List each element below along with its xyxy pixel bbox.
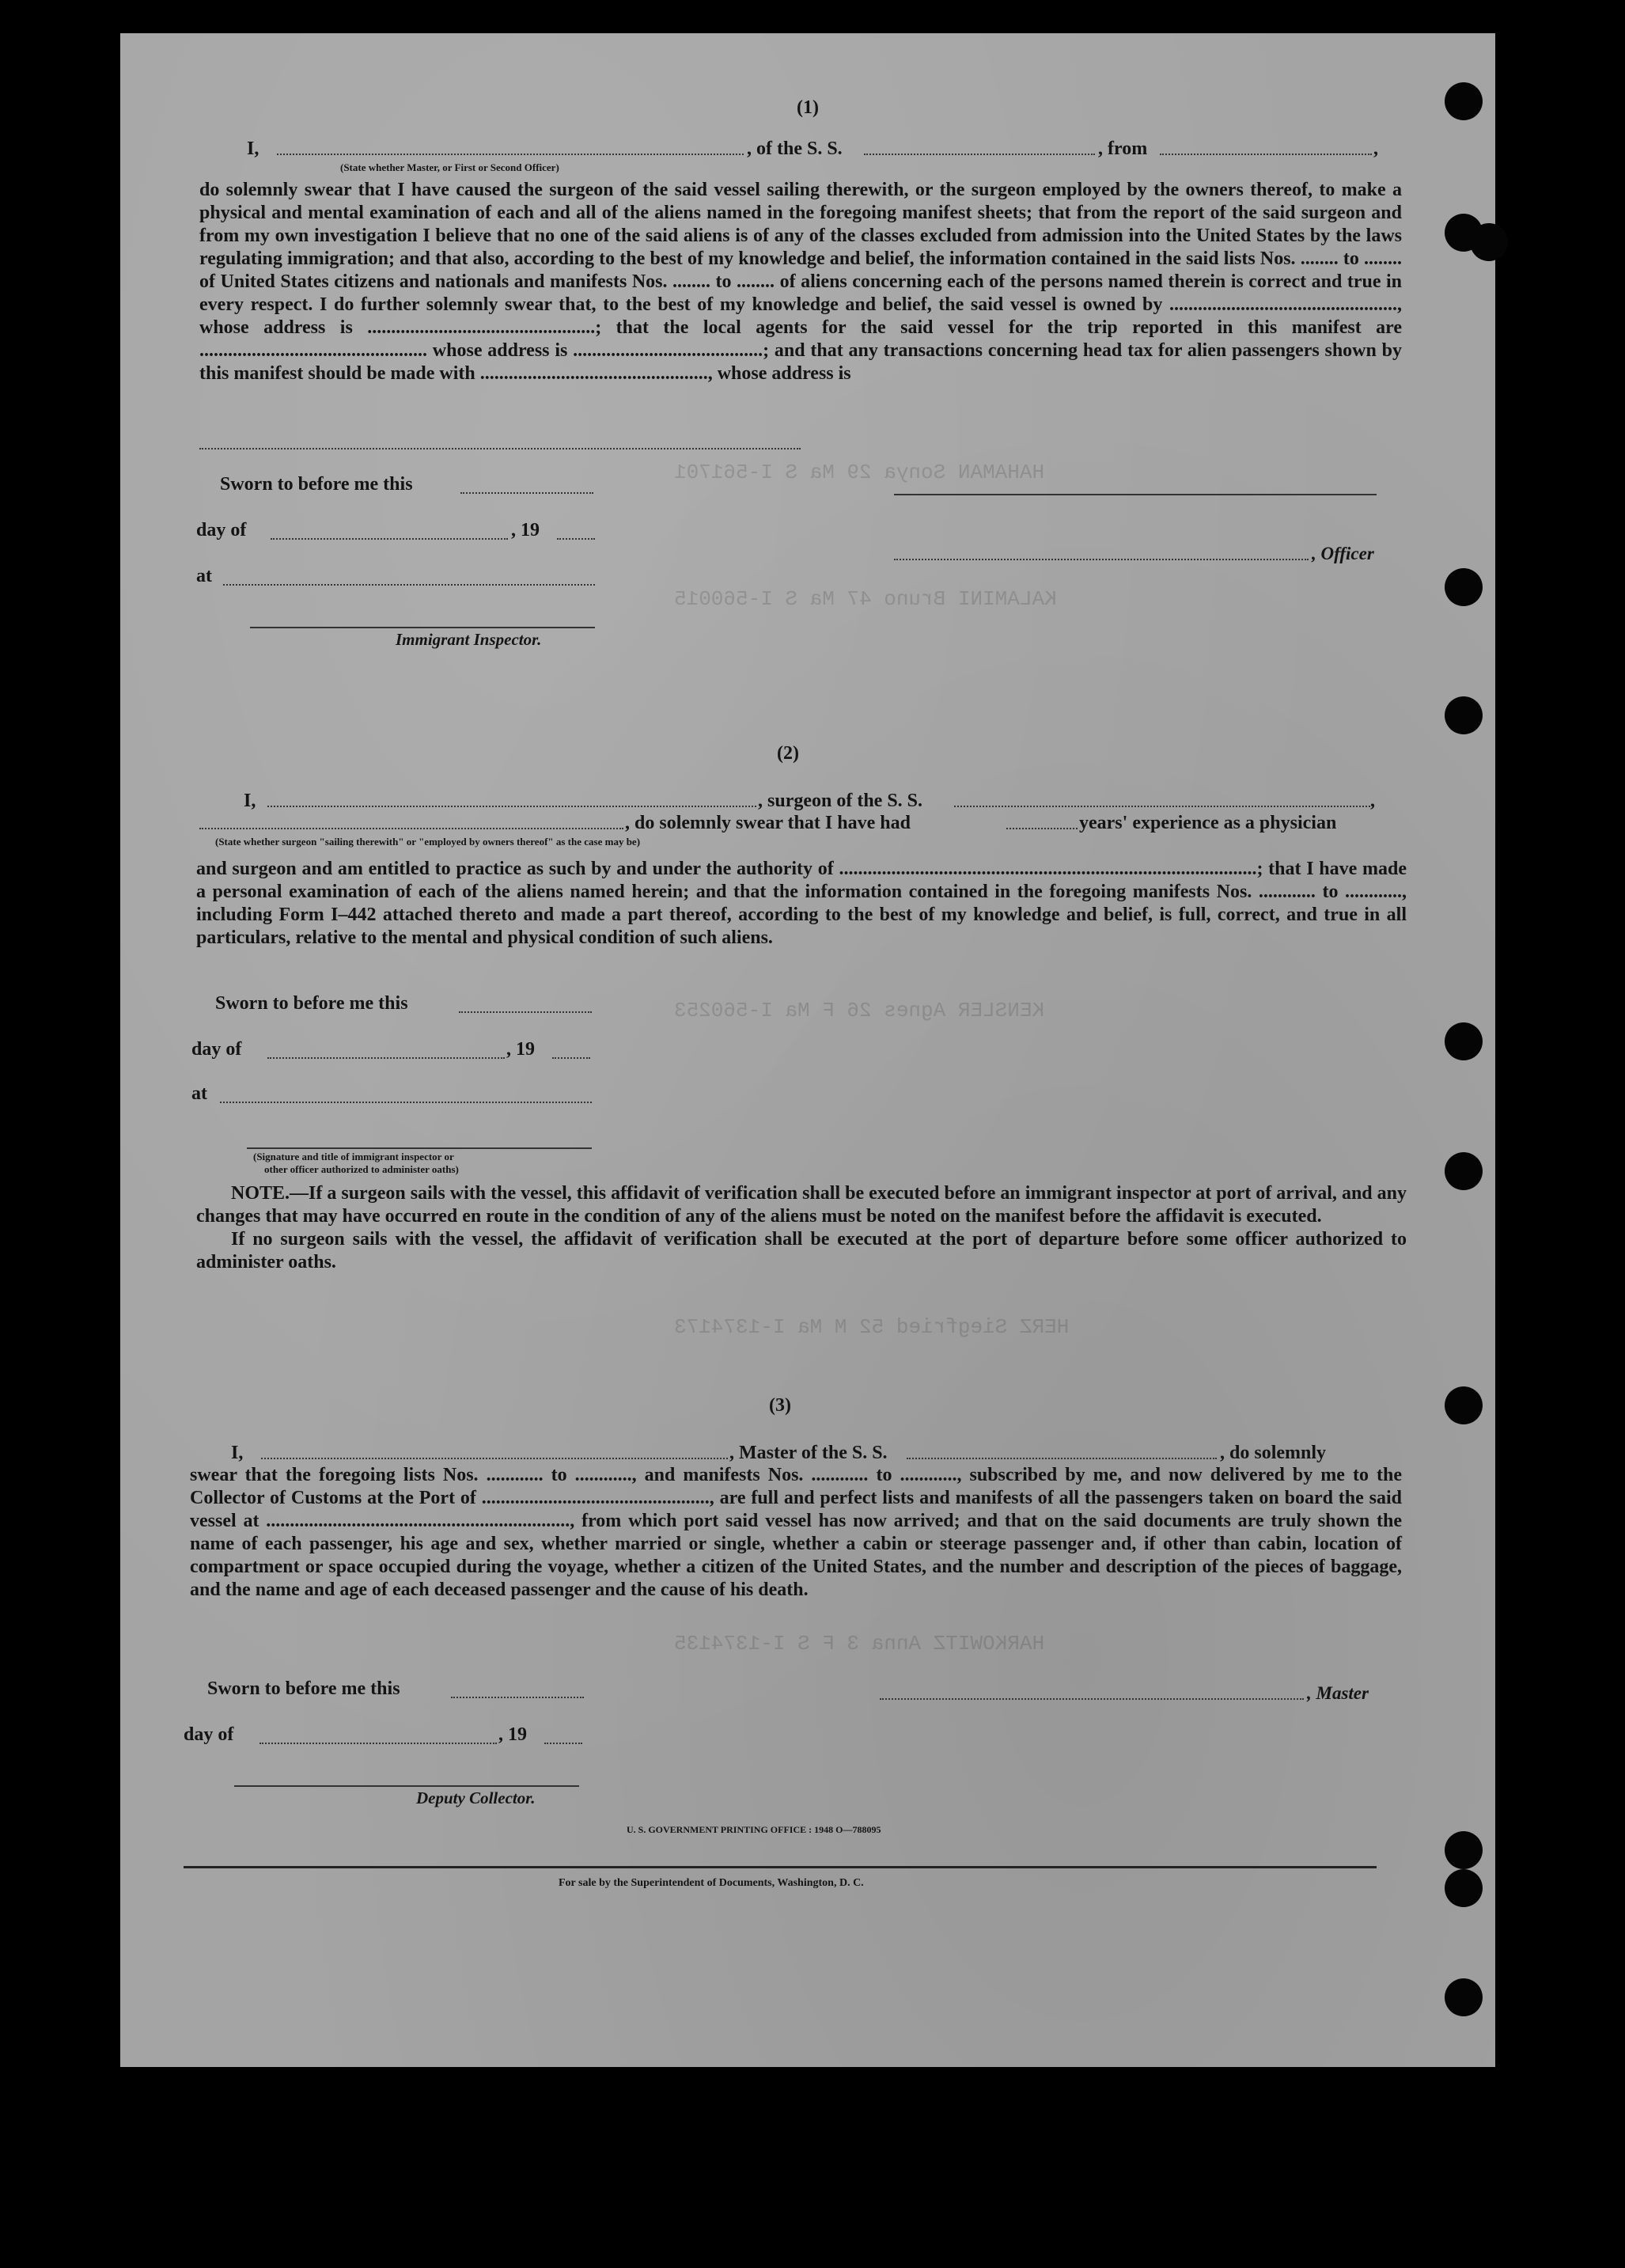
from-port-field[interactable] bbox=[1160, 154, 1372, 155]
section-1-sworn: Sworn to before me this bbox=[220, 474, 413, 495]
years-field[interactable] bbox=[1006, 828, 1078, 829]
section-2-sworn-field[interactable] bbox=[459, 1011, 592, 1013]
section-3-oath-text: swear that the foregoing lists Nos. ............ to ............, and manifests Nos. ............ to ............, subscribed by me, and now delivered by me to the Collector of Customs at the Port of ................................................, are full and perfect lists and manifests of all the passengers taken on board the said vessel at ................................................................, from which port said vessel has now arrived; and that on the said documents are truly shown the name of each passenger, his age and sex, whether married or single, whether a cabin or steerage passenger and, if other than cabin, location of compartment or space occupied during the voyage, whether a citizen of the United States, and the number and description of the pieces of baggage, and the name and age of each deceased passenger and the cause of his death. bbox=[190, 1465, 1402, 1600]
officer-line-1 bbox=[894, 494, 1377, 495]
section-1-year-field[interactable] bbox=[557, 538, 595, 540]
section-2-day-of: day of bbox=[191, 1039, 242, 1060]
section-2-at: at bbox=[191, 1083, 207, 1104]
section-2-at-field[interactable] bbox=[220, 1102, 592, 1103]
section-1-oath-paragraph bbox=[199, 179, 1402, 385]
footer-rule bbox=[184, 1866, 1377, 1868]
section-1-day-field[interactable] bbox=[271, 538, 508, 540]
section-3-sworn-field[interactable] bbox=[451, 1697, 584, 1698]
master-signature-field[interactable] bbox=[880, 1698, 1304, 1700]
sale-notice: For sale by the Superintendent of Documents, Washington, D. C. bbox=[559, 1877, 864, 1889]
punch-hole bbox=[1445, 1152, 1483, 1190]
section-1-number: (1) bbox=[797, 97, 819, 118]
signature-caption-1: (Signature and title of immigrant inspector or bbox=[253, 1151, 454, 1162]
section-1-year: , 19 bbox=[511, 520, 540, 540]
punch-hole bbox=[1445, 1386, 1483, 1424]
immigrant-inspector-label: Immigrant Inspector. bbox=[396, 630, 542, 649]
section-2-year-field[interactable] bbox=[552, 1057, 590, 1059]
section-1-oath-text: do solemnly swear that I have caused the surgeon of the said vessel sailing therewith, or the surgeon employed by the owners thereof, to make a physical and mental examination of each and all of the aliens named in the foregoing manifest sheets; that from the report of the said surgeon and from my own investigation I believe that no one of the said aliens is of any of the classes excluded from admission into the United States by the laws regulating immigration; and that also, according to the best of my knowledge and belief, the information contained in the said lists Nos. ........ to ........ of United States citizens and nationals and manifests Nos. ........ to ........ of aliens concerning each of the persons named therein is correct and true in every respect. I do further solemnly swear that, to the best of my knowledge and belief, the said vessel is owned by ................................................, whose address is ................................................; that the local agents for the said vessel for the trip reported in this manifest are ................................................ whose address is ........................................; and that any transactions concerning head tax for alien passengers shown by this manifest should be made with ................................................, whose address is bbox=[199, 180, 1402, 384]
section-2-oath-text: and surgeon and am entitled to practice as such by and under the authority of ........................................................................................; that I have made a personal examination of each of the aliens named herein; and that the information contained in the foregoing manifests Nos. ............ to ............, including Form I–442 attached thereto and made a part thereof, according to the best of my knowledge and belief, is full, correct, and true in all particulars, relative to the mental and physical condition of such aliens. bbox=[196, 859, 1407, 948]
section-3-year: , 19 bbox=[498, 1724, 527, 1745]
section-1-at: at bbox=[196, 566, 212, 586]
surgeon-of-ss-label: , surgeon of the S. S. bbox=[758, 791, 923, 811]
officer-signature-field[interactable] bbox=[894, 559, 1309, 560]
section-2-oath-paragraph bbox=[196, 858, 1407, 950]
manifest-page bbox=[120, 33, 1495, 2067]
surgeon-type-caption: (State whether surgeon "sailing therewith" or "employed by owners thereof" as the case may be) bbox=[215, 836, 641, 848]
gpo-imprint: U. S. GOVERNMENT PRINTING OFFICE : 1948 O—788095 bbox=[627, 1824, 881, 1835]
bleed-through-text: KALAMINI Bruno 47 Ma S I-560015 bbox=[674, 587, 1057, 611]
section-2-signature-line[interactable] bbox=[247, 1147, 592, 1149]
bleed-through-text: HERZ Siegfried 52 M Ma I-1374173 bbox=[674, 1315, 1070, 1339]
punch-hole bbox=[1445, 568, 1483, 606]
do-solemnly-label: , do solemnly bbox=[1220, 1443, 1327, 1463]
section-2-sworn: Sworn to before me this bbox=[215, 993, 408, 1014]
experience-label: , do solemnly swear that I have had bbox=[625, 813, 911, 833]
years-label: years' experience as a physician bbox=[1079, 813, 1337, 833]
section-3-oath-paragraph bbox=[190, 1464, 1402, 1602]
note-block bbox=[196, 1182, 1407, 1274]
section-3-day-field[interactable] bbox=[259, 1743, 497, 1744]
section-1-day-of: day of bbox=[196, 520, 247, 540]
punch-hole bbox=[1445, 696, 1483, 734]
deputy-collector-label: Deputy Collector. bbox=[416, 1788, 536, 1807]
comma: , bbox=[1373, 138, 1378, 159]
surgeon-name-field[interactable] bbox=[267, 806, 756, 807]
section-2-number: (2) bbox=[777, 743, 799, 764]
note-2: If no surgeon sails with the vessel, the affidavit of verification shall be executed at the port of departure before some officer authorized to administer oaths. bbox=[196, 1229, 1407, 1272]
section-2-i: I, bbox=[244, 791, 256, 811]
punch-hole bbox=[1445, 82, 1483, 120]
master-name-field[interactable] bbox=[261, 1458, 728, 1459]
section-2-year: , 19 bbox=[506, 1039, 535, 1060]
punch-hole bbox=[1445, 1831, 1483, 1869]
master-label: , Master bbox=[1307, 1683, 1369, 1703]
note-1: NOTE.—If a surgeon sails with the vessel, this affidavit of verification shall be executed before an immigrant inspector at port of arrival, and any changes that may have occurred en route in the condition of any of the aliens must be noted on the manifest before the affidavit is executed. bbox=[196, 1183, 1407, 1227]
section-3-i: I, bbox=[231, 1443, 244, 1463]
section-2-day-field[interactable] bbox=[267, 1057, 505, 1059]
section-3-day-of: day of bbox=[184, 1724, 234, 1745]
signature-caption-2: other officer authorized to administer oaths) bbox=[264, 1163, 459, 1175]
officer-label: , Officer bbox=[1312, 544, 1374, 563]
section-3-sworn: Sworn to before me this bbox=[207, 1678, 400, 1699]
punch-hole bbox=[1445, 1022, 1483, 1060]
surgeon-type-field[interactable] bbox=[199, 828, 623, 829]
section-1-i: I, bbox=[247, 138, 259, 159]
surgeon-vessel-field[interactable] bbox=[954, 806, 1370, 807]
bleed-through-text: HARKOWITZ Anna 3 F S I-1374135 bbox=[674, 1632, 1045, 1655]
master-of-ss-label: , Master of the S. S. bbox=[729, 1443, 888, 1463]
officer-title-field[interactable] bbox=[277, 154, 744, 155]
section-1-at-field[interactable] bbox=[223, 584, 595, 586]
bleed-through-text: KENSLER Agnes 26 F Ma I-560253 bbox=[674, 999, 1045, 1022]
punch-hole bbox=[1470, 223, 1508, 261]
bleed-through-text: HAHAMAN Sonya 29 Ma S I-561701 bbox=[674, 461, 1045, 484]
of-ss-label: , of the S. S. bbox=[747, 138, 843, 159]
punch-hole bbox=[1445, 1869, 1483, 1907]
section-3-number: (3) bbox=[769, 1395, 791, 1416]
master-vessel-field[interactable] bbox=[907, 1458, 1217, 1459]
punch-hole bbox=[1445, 1978, 1483, 2016]
officer-caption: (State whether Master, or First or Second Officer) bbox=[340, 161, 559, 173]
head-tax-address-field[interactable] bbox=[199, 448, 801, 449]
section-1-sworn-field[interactable] bbox=[460, 492, 593, 494]
comma: , bbox=[1370, 791, 1375, 811]
section-3-year-field[interactable] bbox=[544, 1743, 582, 1744]
from-label: , from bbox=[1098, 138, 1148, 159]
vessel-name-field[interactable] bbox=[864, 154, 1095, 155]
